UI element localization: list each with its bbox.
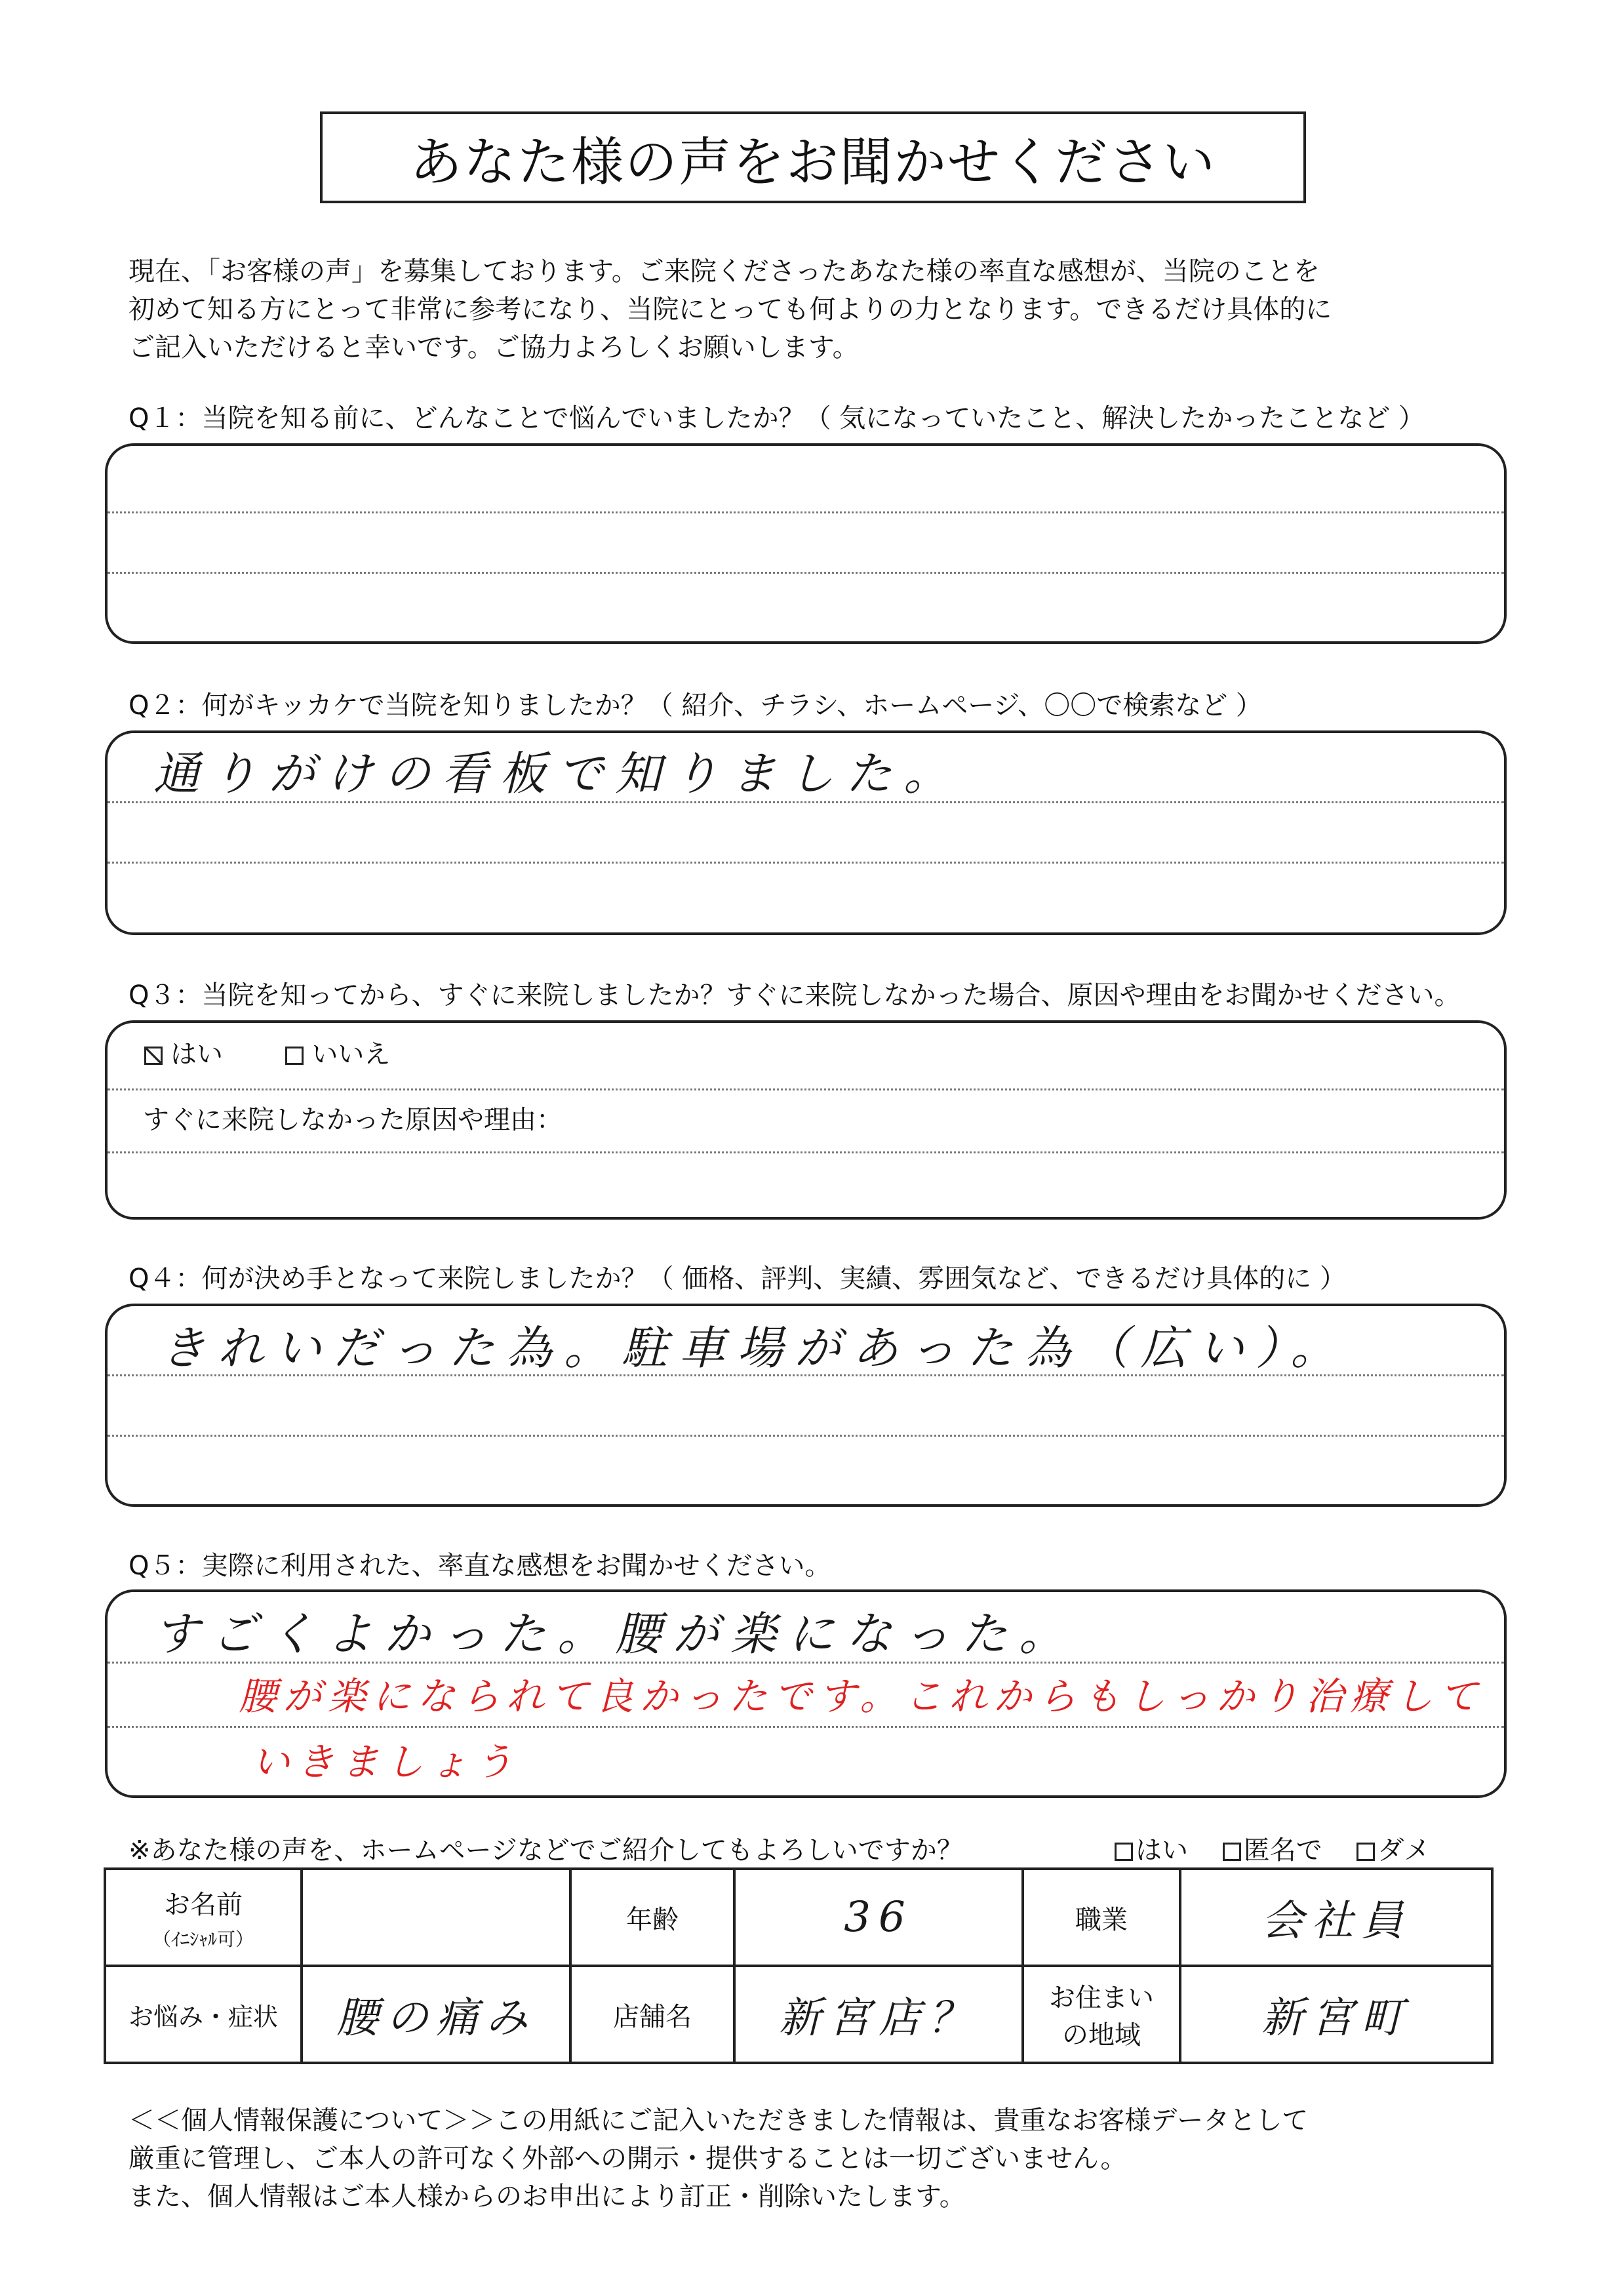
q3-no-checkbox[interactable] <box>285 1047 304 1065</box>
age-label: 年齢 <box>570 1869 734 1966</box>
area-field[interactable]: 新宮町 <box>1180 1966 1492 2063</box>
store-field[interactable]: 新宮店？ <box>734 1966 1023 2063</box>
q3-no-option[interactable]: いいえ <box>285 1039 390 1069</box>
job-label: 職業 <box>1023 1869 1180 1966</box>
permission-no-option[interactable]: ダメ <box>1357 1835 1430 1866</box>
permission-yes-option[interactable]: はい <box>1115 1835 1188 1866</box>
permission-options <box>1115 1829 1456 1867</box>
store-label: 店舗名 <box>570 1966 734 2063</box>
permission-no-checkbox[interactable] <box>1357 1843 1375 1861</box>
intro-text <box>129 252 1505 367</box>
name-label: お名前 （ｲﾆｼｬﾙ可） <box>105 1869 302 1966</box>
permission-yes-checkbox[interactable] <box>1115 1843 1133 1861</box>
privacy-line: 厳重に管理し、ご本人の許可なく外部への開示・提供することは一切ございません。 <box>129 2144 1127 2174</box>
q5-question: Q５：実際に利用された、率直な感想をお聞かせください。 <box>129 1551 831 1581</box>
job-field[interactable]: 会社員 <box>1180 1869 1492 1966</box>
q3-answer-box <box>105 1020 1507 1220</box>
q3-yes-checkbox[interactable] <box>144 1047 163 1065</box>
page-title: あなた様の声をお聞かせください <box>320 111 1306 203</box>
intro-line: 現在、「お客様の声」を募集しております。ご来院くださったあなた様の率直な感想が、当院のことを <box>129 256 1320 287</box>
permission-anonymous-checkbox[interactable] <box>1223 1843 1241 1861</box>
symptom-label: お悩み・症状 <box>105 1966 302 2063</box>
q3-reason-label: すぐに来院しなかった原因や理由： <box>143 1105 563 1135</box>
privacy-line: ＜＜個人情報保護について＞＞この用紙にご記入いただきました情報は、貴重なお客様データとして <box>129 2105 1309 2136</box>
q4-answer: きれいだった為。駐車場があった為（広い）。 <box>160 1321 1349 1375</box>
q2-answer: 通りがけの看板で知りました。 <box>153 747 961 801</box>
age-field[interactable]: 36 <box>734 1869 1023 1966</box>
symptom-field[interactable]: 腰の痛み <box>302 1966 570 2063</box>
q1-question: Q１：当院を知る前に、どんなことで悩んでいましたか？（ 気になっていたこと、解決したかったことなど ） <box>129 403 1425 433</box>
intro-line: ご記入いただけると幸いです。ご協力よろしくお願いします。 <box>129 332 859 363</box>
staff-reply-line-2: いきましょう <box>252 1740 520 1784</box>
permission-question: ※あなた様の声を、ホームページなどでご紹介してもよろしいですか？ <box>129 1835 963 1866</box>
privacy-notice <box>129 2102 1538 2216</box>
staff-reply-line-1: 腰が楽になられて良かったです。これからもしっかり治療して <box>239 1674 1484 1719</box>
q3-yes-option[interactable]: はい <box>144 1039 223 1069</box>
permission-anonymous-option[interactable]: 匿名で <box>1223 1835 1322 1866</box>
q5-answer: すごくよかった。腰が楽になった。 <box>153 1607 1077 1661</box>
q2-answer-box[interactable] <box>105 730 1507 935</box>
privacy-line: また、個人情報はご本人様からのお申出により訂正・削除いたします。 <box>129 2182 966 2212</box>
area-label: お住まい の地域 <box>1023 1966 1180 2063</box>
q5-answer-box[interactable] <box>105 1589 1507 1798</box>
customer-info-table <box>104 1867 1494 2064</box>
q2-question: Q２：何がキッカケで当院を知りましたか？（ 紹介、チラシ、ホームページ、〇〇で検索など ） <box>129 690 1262 721</box>
q4-answer-box[interactable] <box>105 1304 1507 1507</box>
q3-options <box>144 1033 390 1071</box>
intro-line: 初めて知る方にとって非常に参考になり、当院にとっても何よりの力となります。できるだけ具体的に <box>129 294 1332 325</box>
name-field[interactable] <box>302 1869 570 1966</box>
q3-question: Q３：当院を知ってから、すぐに来院しましたか？すぐに来院しなかった場合、原因や理由をお聞かせください。 <box>129 980 1461 1010</box>
q1-answer-box[interactable] <box>105 443 1507 644</box>
q4-question: Q４：何が決め手となって来院しましたか？（ 価格、評判、実績、雰囲気など、できるだけ具体的に ） <box>129 1264 1346 1294</box>
